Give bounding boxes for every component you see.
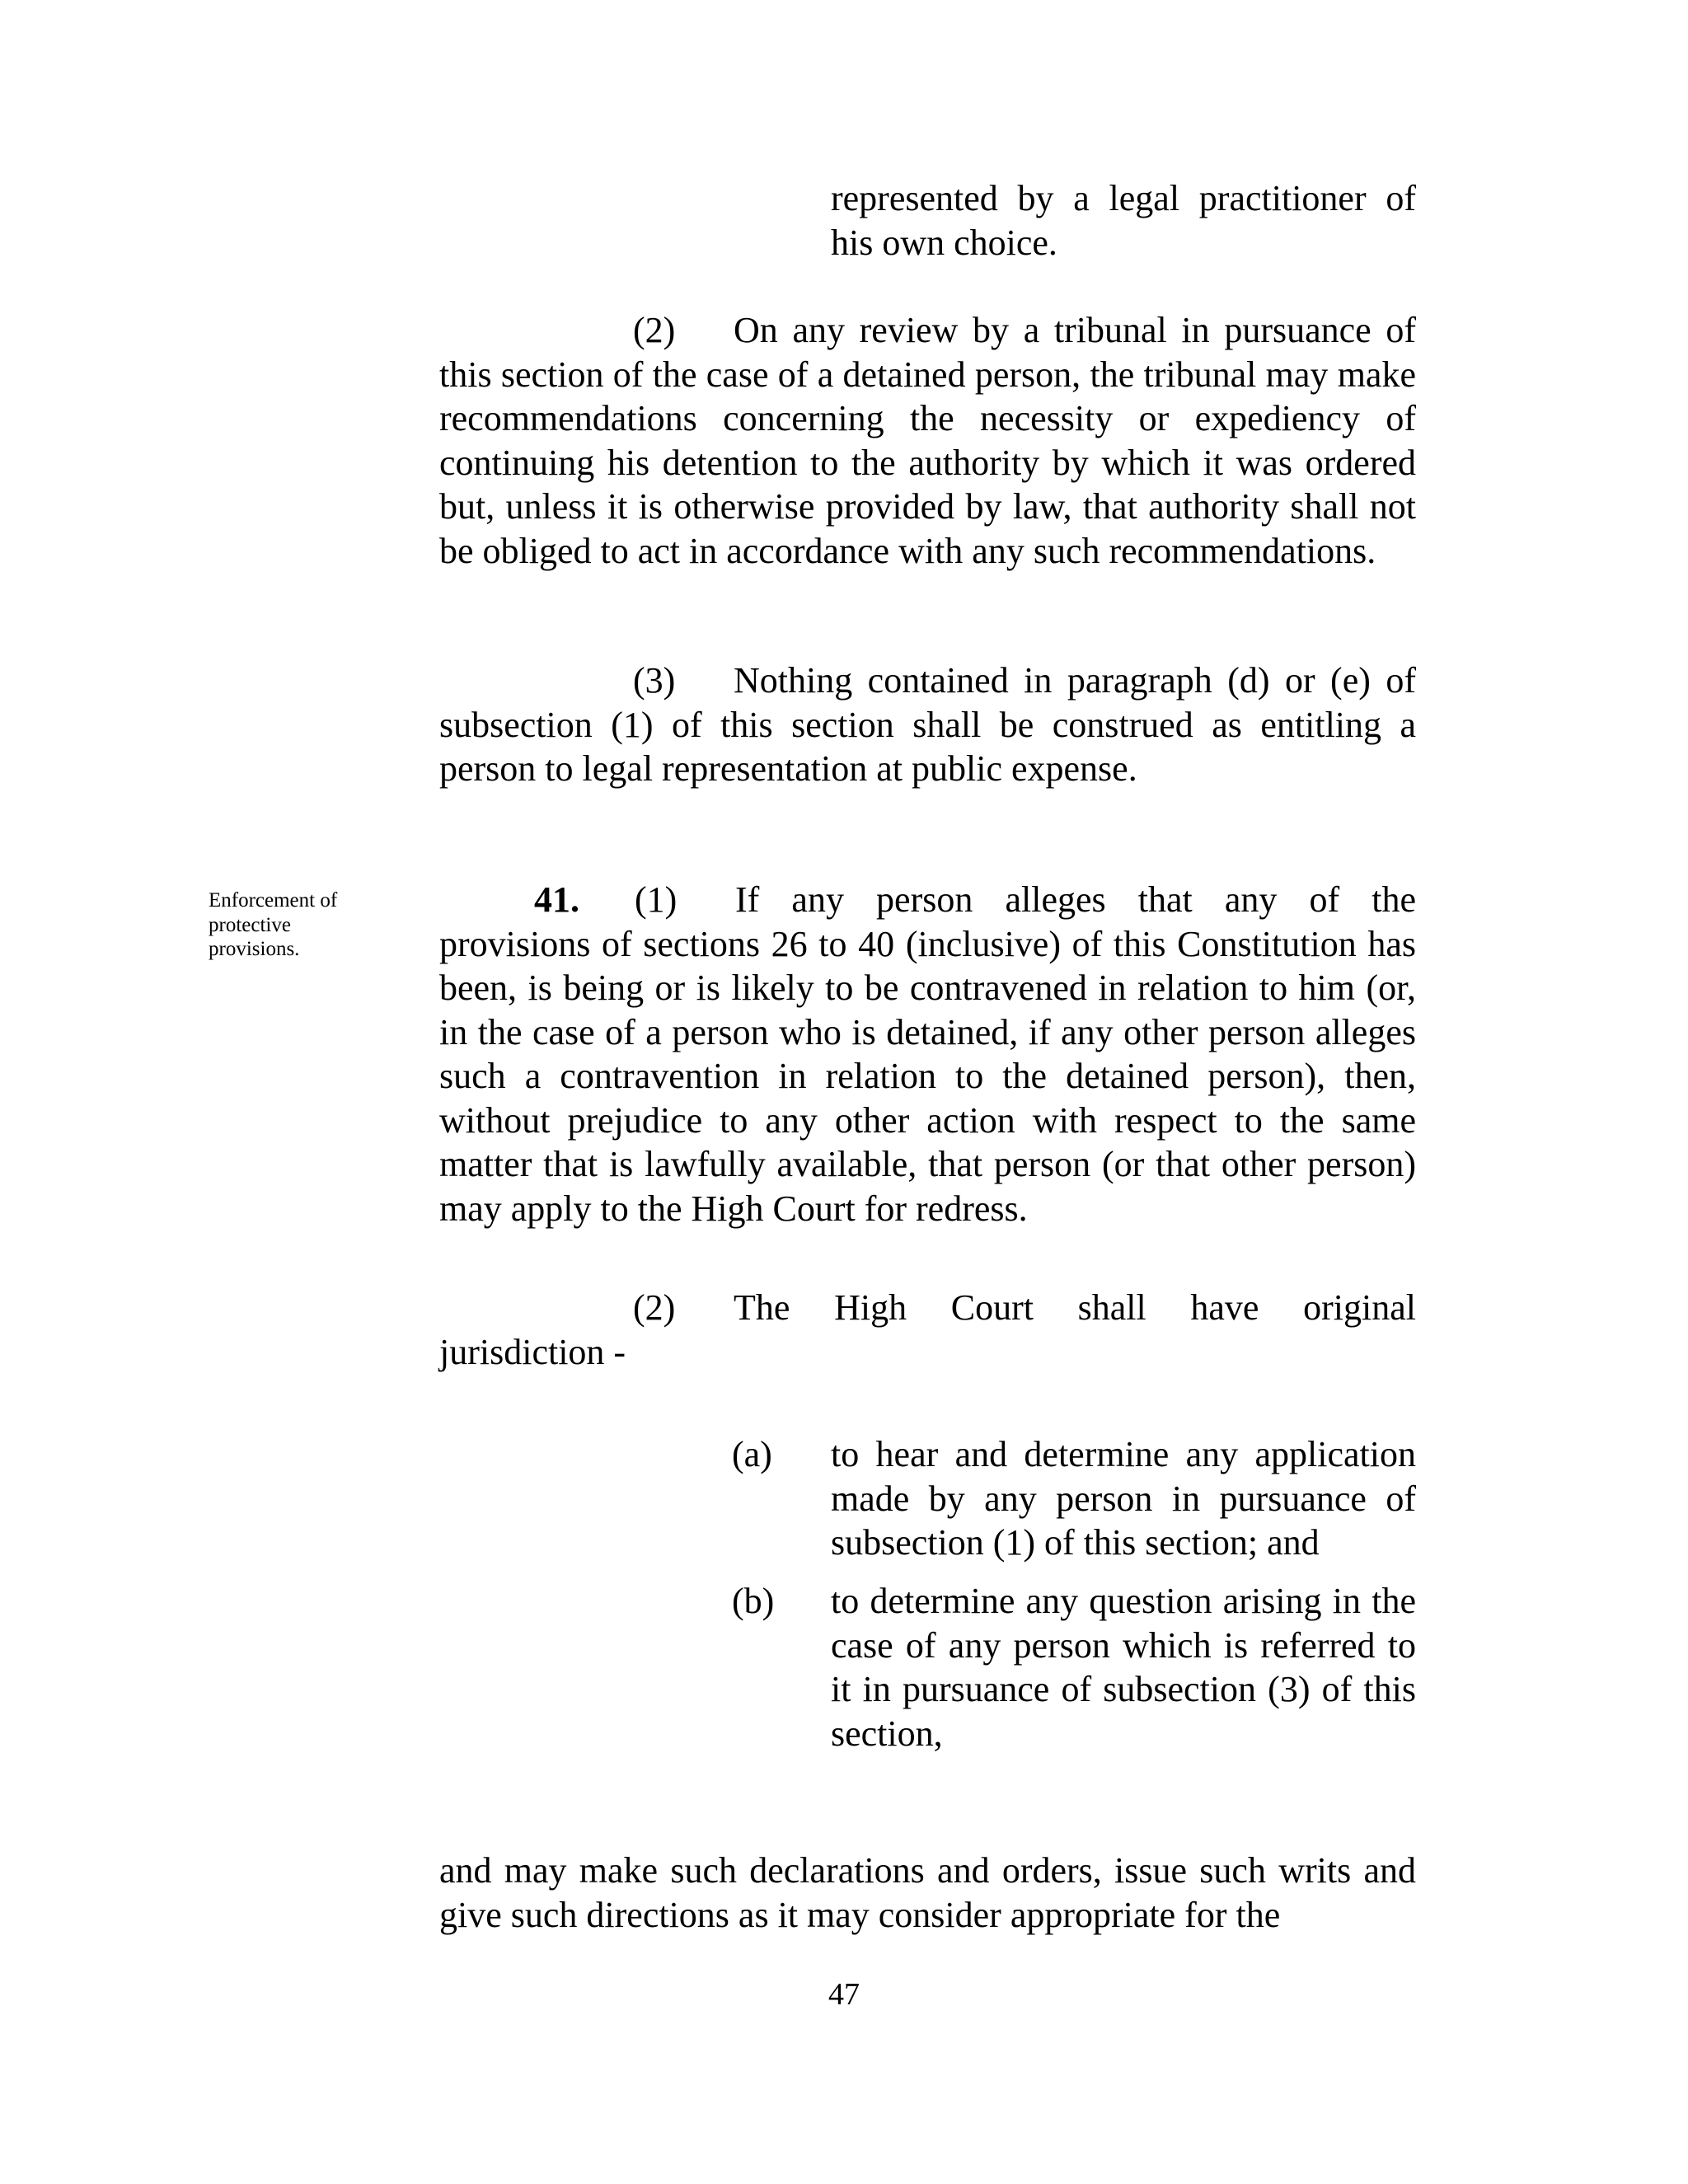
subsection-2-body: this section of the case of a detained person, the tribunal may make recommendations concerning the necessity or expediency of continuing his detention to the authority by which it was ordered but, unless it is otherwise provided by law, that authority shall not be obliged to act in accordance with any such recommendations. [439,354,1416,571]
section-41-sub2-second-line: jurisdiction - [439,1331,626,1372]
section-41-first-line [439,878,1416,922]
subsection-3-number: (3) [633,660,676,701]
subsection-3 [439,658,1416,791]
subsection-2 [439,308,1416,573]
subsection-3-body: subsection (1) of this section shall be construed as entitling a person to legal representation at public expense. [439,704,1416,789]
subsection-3-first-line [439,658,1416,703]
paragraph-b-label: (b) [732,1581,775,1621]
paragraph-a-label: (a) [732,1434,772,1474]
section-41-sub2-lead: The High Court shall have original [734,1287,1416,1328]
subsection-2-lead: On any review by a tribunal in pursuance of [734,310,1416,350]
continuation-line-2: his own choice. [831,222,1057,263]
section-41-sub1-body: provisions of sections 26 to 40 (inclusive) of this Constitution has been, is being or is likely to be contravened in relation to him (or, in the case of a person who is detained, if any other person alleges such a contravention in relation to the detained person), then, without prejudice to any other action with respect to the same matter that is lawfully available, that person (or that other person) may apply to the High Court for redress. [439,923,1416,1229]
subsection-2-first-line [439,308,1416,353]
continuation-text [831,176,1416,265]
section-41-subsection-2 [439,1286,1416,1374]
section-41-subsection-1 [439,878,1416,1230]
section-41-sub2-first-line [439,1286,1416,1330]
section-41-sub1-number: (1) [635,879,678,920]
marginal-note: Enforcement of protective provisions. [209,889,338,960]
section-41-sub2-number: (2) [633,1287,676,1328]
subsection-2-number: (2) [633,310,676,350]
paragraph-a-text: to hear and determine any application made by any person in pursuance of subsection (1) of this section; and [831,1434,1416,1563]
section-number: 41. [534,879,579,920]
paragraph-b-text: to determine any question arising in the case of any person which is referred to it in pursuance of subsection (3) of this section, [831,1581,1416,1754]
subsection-3-lead: Nothing contained in paragraph (d) or (e) of [734,660,1416,701]
page-number: 47 [828,1977,860,2012]
section-41-sub1-lead: If any person alleges that any of the [735,879,1416,920]
closing-text: and may make such declarations and orders, issue such writs and give such directions as it may consider appropriate for the [439,1850,1416,1935]
continuation-line-1: represented by a legal practitioner of [831,178,1416,218]
